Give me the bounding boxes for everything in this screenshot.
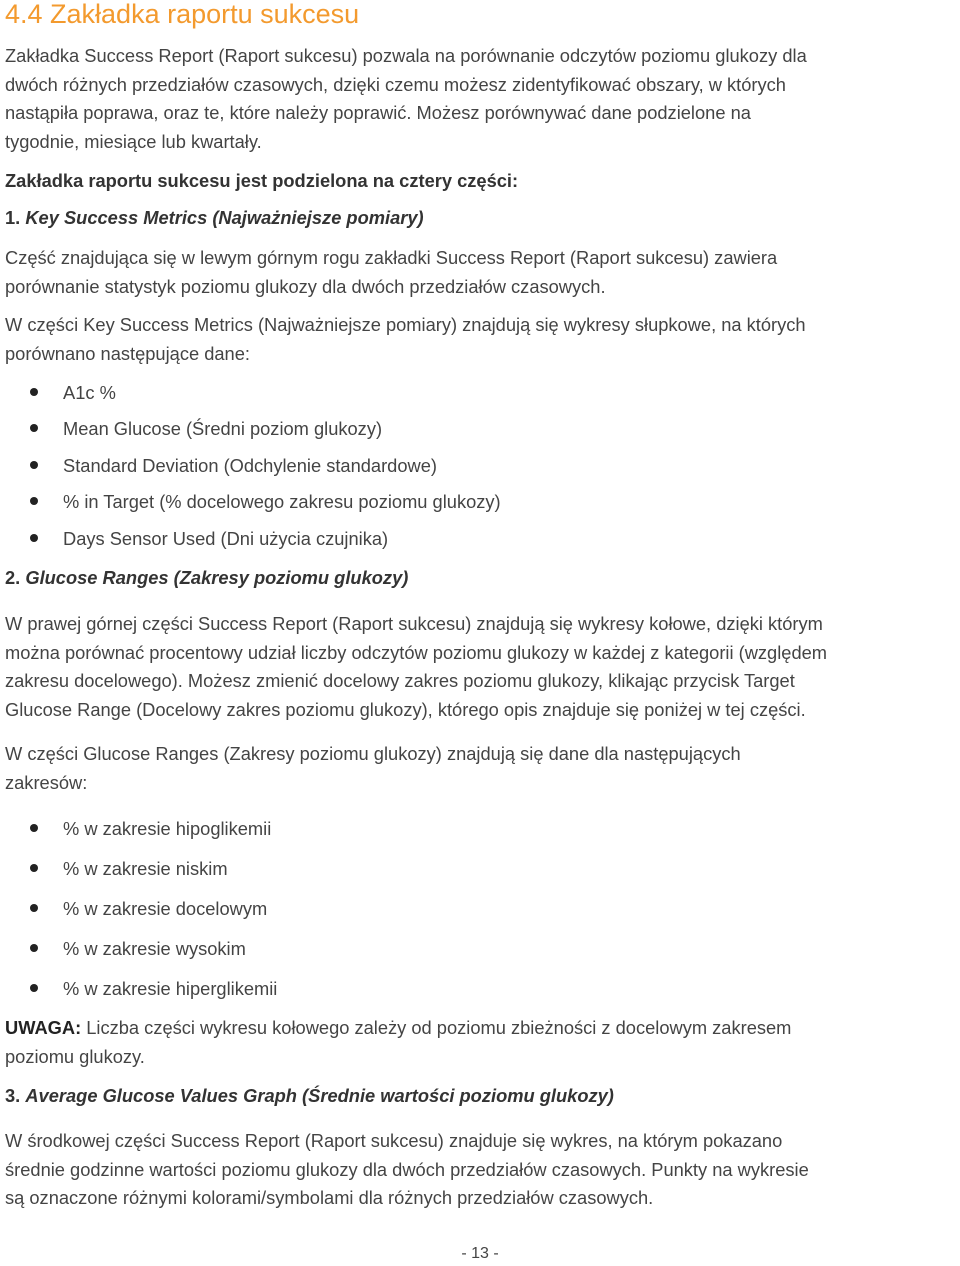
list-item: % w zakresie niskim [30,856,228,882]
section-title-text: Glucose Ranges (Zakresy poziomu glukozy) [25,567,409,588]
text-line: są oznaczone różnymi kolorami/symbolami dla różnych przedziałów czasowych. [5,1187,654,1209]
list-item: Mean Glucose (Średni poziom glukozy) [30,416,382,442]
section-number: 3. [5,1085,21,1106]
section-number: 1. [5,207,21,228]
bullet-icon [30,461,38,469]
text-line: W środkowej części Success Report (Raport sukcesu) znajduje się wykres, na którym pokazano [5,1130,783,1151]
text-line: nastąpiła poprawa, oraz te, które należy poprawić. Możesz porównywać dane podzielone na [5,102,751,124]
note-paragraph [5,1014,791,1071]
section-heading: Zakładka raportu sukcesu jest podzielona na cztery części: [5,170,519,191]
note-text: Liczba części wykresu kołowego zależy od poziomu zbieżności z docelowym zakresem [81,1017,792,1038]
section-2-title [5,564,408,592]
text-line: W części Key Success Metrics (Najważniejsze pomiary) znajdują się wykresy słupkowe, na których [5,314,806,335]
section-1-title [5,204,424,232]
section-1-paragraph-2 [5,311,806,368]
text-line: tygodnie, miesiące lub kwartały. [5,130,262,152]
page-title: 4.4 Zakładka raportu sukcesu [5,0,360,29]
list-item: % w zakresie hiperglikemii [30,976,277,1002]
section-title-text: Key Success Metrics (Najważniejsze pomiary) [25,207,424,228]
section-number: 2. [5,567,21,588]
list-item: A1c % [30,380,116,406]
list-item: Standard Deviation (Odchylenie standardowe) [30,453,437,479]
bullet-icon [30,497,38,505]
bullet-icon [30,424,38,432]
list-item: % in Target (% docelowego zakresu poziomu glukozy) [30,489,501,515]
section-3-paragraph-1 [5,1127,809,1213]
bullet-icon [30,864,38,872]
section-2-paragraph-2 [5,740,741,797]
page-number: - 13 - [461,1245,499,1262]
text-line: porównanie statystyk poziomu glukozy dla dwóch przedziałów czasowych. [5,275,606,297]
note-label: UWAGA: [5,1017,82,1038]
text-line: poziomu glukozy. [5,1045,145,1067]
bullet-icon [30,984,38,992]
bullet-icon [30,824,38,832]
text-line: można porównać procentowy udział liczby odczytów poziomu glukozy w każdej z kategorii (względem [5,641,828,663]
text-line: Część znajdująca się w lewym górnym rogu zakładki Success Report (Raport sukcesu) zawiera [5,247,778,268]
list-item: % w zakresie wysokim [30,936,246,962]
bullet-icon [30,388,38,396]
text-line: zakresu docelowego). Możesz zmienić docelowy zakres poziomu glukozy, klikając przycisk Target [5,670,795,692]
text-line: W prawej górnej części Success Report (Raport sukcesu) znajdują się wykresy kołowe, dzięki którym [5,613,823,634]
bullet-icon [30,904,38,912]
text-line: Glucose Range (Docelowy zakres poziomu glukozy), którego opis znajduje się poniżej w tej części. [5,698,806,720]
text-line: średnie godzinne wartości poziomu glukozy dla dwóch przedziałów czasowych. Punkty na wykresie [5,1158,809,1180]
text-line: W części Glucose Ranges (Zakresy poziomu glukozy) znajdują się dane dla następujących [5,743,741,764]
section-1-paragraph-1 [5,244,777,301]
section-3-title [5,1082,614,1110]
list-item: % w zakresie docelowym [30,896,267,922]
text-line: dwóch różnych przedziałów czasowych, dzięki czemu możesz zidentyfikować obszary, w których [5,73,786,95]
list-item: % w zakresie hipoglikemii [30,816,271,842]
bullet-icon [30,534,38,542]
bullet-icon [30,944,38,952]
text-line: Zakładka Success Report (Raport sukcesu) pozwala na porównanie odczytów poziomu glukozy dla [5,45,807,66]
text-line: porównano następujące dane: [5,342,250,364]
intro-paragraph [5,42,807,156]
text-line: zakresów: [5,771,88,793]
list-item: Days Sensor Used (Dni użycia czujnika) [30,526,388,552]
section-title-text: Average Glucose Values Graph (Średnie wartości poziomu glukozy) [25,1085,614,1106]
section-2-paragraph-1 [5,610,827,724]
